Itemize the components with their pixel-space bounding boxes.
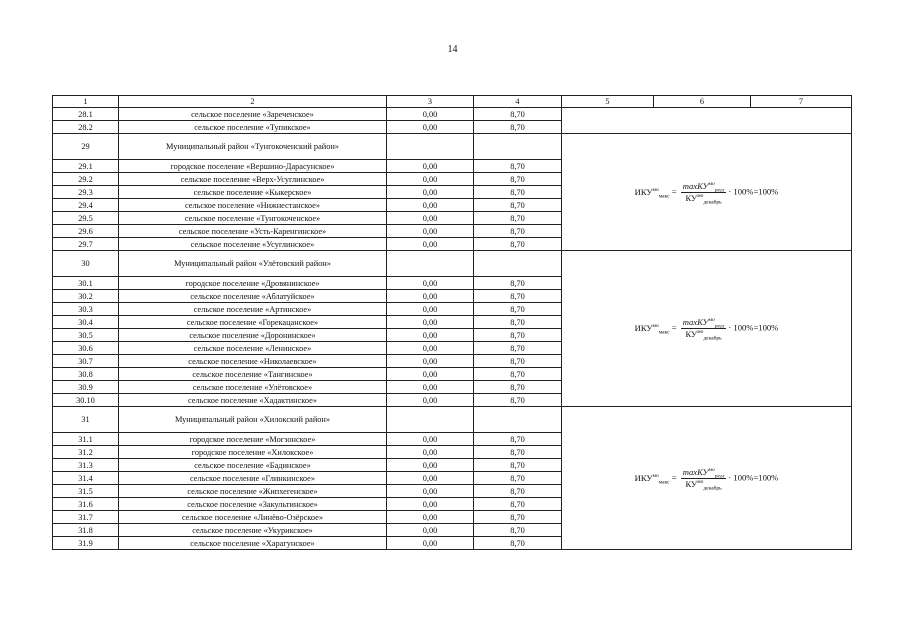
row-number: 31.3 [53, 459, 119, 472]
settlement-name: сельское поселение «Глинкинское» [119, 472, 387, 485]
header-cell-2: 2 [119, 96, 387, 108]
header-cell-3: 3 [387, 96, 474, 108]
row-number: 30.2 [53, 290, 119, 303]
page-number: 14 [447, 44, 458, 55]
value-col3: 0,00 [387, 355, 474, 368]
value-col4: 8,70 [474, 290, 562, 303]
formula-cell [562, 251, 852, 407]
row-number: 30.6 [53, 342, 119, 355]
settlement-name: сельское поселение «Усть-Каренгинское» [119, 225, 387, 238]
settlement-name: сельское поселение «Тангинское» [119, 368, 387, 381]
formula-cell [562, 134, 852, 251]
group-name: Муниципальный район «Хилокский район» [119, 407, 387, 433]
value-col4: 8,70 [474, 303, 562, 316]
value-col3: 0,00 [387, 446, 474, 459]
header-cell-1: 1 [53, 96, 119, 108]
value-col4: 8,70 [474, 355, 562, 368]
value-col3: 0,00 [387, 186, 474, 199]
value-col4: 8,70 [474, 225, 562, 238]
settlement-name: сельское поселение «Верх-Усуглинское» [119, 173, 387, 186]
row-number: 28.2 [53, 121, 119, 134]
value-col3: 0,00 [387, 173, 474, 186]
value-col3: 0,00 [387, 472, 474, 485]
row-number: 30.8 [53, 368, 119, 381]
value-col3: 0,00 [387, 108, 474, 121]
group-cell-4 [474, 134, 562, 160]
settlement-name: сельское поселение «Жипхегенское» [119, 485, 387, 498]
value-col3: 0,00 [387, 238, 474, 251]
settlement-name: сельское поселение «Ленинское» [119, 342, 387, 355]
row-number: 31.1 [53, 433, 119, 446]
row-number: 31.9 [53, 537, 119, 550]
settlement-name: сельское поселение «Улётовское» [119, 381, 387, 394]
value-col3: 0,00 [387, 290, 474, 303]
value-col4: 8,70 [474, 108, 562, 121]
value-col3: 0,00 [387, 303, 474, 316]
value-col3: 0,00 [387, 329, 474, 342]
value-col3: 0,00 [387, 459, 474, 472]
value-col3: 0,00 [387, 381, 474, 394]
group-row [53, 251, 852, 277]
settlement-name: сельское поселение «Укурикское» [119, 524, 387, 537]
settlement-name: городское поселение «Вершино-Дарасунское» [119, 160, 387, 173]
value-col4: 8,70 [474, 472, 562, 485]
value-col4: 8,70 [474, 212, 562, 225]
header-cell-6: 6 [654, 96, 751, 108]
value-col3: 0,00 [387, 368, 474, 381]
row-number: 29.3 [53, 186, 119, 199]
formula: $ИКУ^{мо}_{макс}$ = $\frac{\max КУ^{мо}_{регл}}{КУ^{мо}_{декабрь}}$ · 100%=100% [634, 180, 779, 206]
settlement-name: сельское поселение «Хадактинское» [119, 394, 387, 407]
settlement-name: сельское поселение «Кыкерское» [119, 186, 387, 199]
formula: $ИКУ^{мо}_{макс}$ = $\frac{\max КУ^{мо}_{регл}}{КУ^{мо}_{декабрь}}$ · 100%=100% [634, 466, 779, 492]
header-row [53, 96, 852, 108]
row-number: 31.6 [53, 498, 119, 511]
row-number: 30.4 [53, 316, 119, 329]
row-number: 29.6 [53, 225, 119, 238]
group-name: Муниципальный район «Тунгокоченский район» [119, 134, 387, 160]
row-number: 29.1 [53, 160, 119, 173]
value-col3: 0,00 [387, 394, 474, 407]
value-col4: 8,70 [474, 368, 562, 381]
row-number: 31.7 [53, 511, 119, 524]
value-col4: 8,70 [474, 381, 562, 394]
row-number: 29.5 [53, 212, 119, 225]
formula-fraction: $\frac{\max КУ^{мо}_{регл}}{КУ^{мо}_{декабрь}}$ [682, 466, 725, 492]
group-row [53, 134, 852, 160]
settlement-name: сельское поселение «Доронинское» [119, 329, 387, 342]
row-number: 30.3 [53, 303, 119, 316]
group-number: 29 [53, 134, 119, 160]
value-col4: 8,70 [474, 537, 562, 550]
value-col3: 0,00 [387, 160, 474, 173]
data-table [52, 95, 852, 550]
value-col4: 8,70 [474, 524, 562, 537]
settlement-name: городское поселение «Хилокское» [119, 446, 387, 459]
formula: $ИКУ^{мо}_{макс}$ = $\frac{\max КУ^{мо}_{регл}}{КУ^{мо}_{декабрь}}$ · 100%=100% [634, 317, 779, 342]
settlement-name: сельское поселение «Усуглинское» [119, 238, 387, 251]
value-col3: 0,00 [387, 342, 474, 355]
value-col4: 8,70 [474, 199, 562, 212]
settlement-name: сельское поселение «Горекацанское» [119, 316, 387, 329]
row-number: 30.5 [53, 329, 119, 342]
value-col4: 8,70 [474, 186, 562, 199]
row-number: 30.7 [53, 355, 119, 368]
settlement-name: сельское поселение «Нижнестанское» [119, 199, 387, 212]
value-col4: 8,70 [474, 238, 562, 251]
value-col4: 8,70 [474, 277, 562, 290]
group-number: 31 [53, 407, 119, 433]
row-number: 31.4 [53, 472, 119, 485]
group-cell-4 [474, 407, 562, 433]
blank-merged-cell [562, 108, 852, 134]
row-number: 28.1 [53, 108, 119, 121]
group-cell-3 [387, 251, 474, 277]
formula-fraction: $\frac{\max КУ^{мо}_{регл}}{КУ^{мо}_{декабрь}}$ [682, 317, 725, 342]
formula-lhs: $ИКУ^{мо}_{макс}$ [634, 323, 670, 336]
value-col4: 8,70 [474, 342, 562, 355]
value-col4: 8,70 [474, 459, 562, 472]
formula-cell [562, 407, 852, 550]
value-col3: 0,00 [387, 199, 474, 212]
value-col3: 0,00 [387, 121, 474, 134]
row-number: 30.1 [53, 277, 119, 290]
value-col4: 8,70 [474, 316, 562, 329]
value-col4: 8,70 [474, 173, 562, 186]
formula-fraction: $\frac{\max КУ^{мо}_{регл}}{КУ^{мо}_{декабрь}}$ [682, 180, 725, 206]
value-col4: 8,70 [474, 329, 562, 342]
row-number: 30.9 [53, 381, 119, 394]
row-number: 31.8 [53, 524, 119, 537]
value-col4: 8,70 [474, 121, 562, 134]
row-number: 29.2 [53, 173, 119, 186]
settlement-name: сельское поселение «Закультинское» [119, 498, 387, 511]
row-number: 31.2 [53, 446, 119, 459]
group-cell-4 [474, 251, 562, 277]
settlement-name: сельское поселение «Тупикское» [119, 121, 387, 134]
settlement-name: сельское поселение «Николаевское» [119, 355, 387, 368]
settlement-name: сельское поселение «Аблатуйское» [119, 290, 387, 303]
value-col4: 8,70 [474, 160, 562, 173]
value-col3: 0,00 [387, 277, 474, 290]
header-cell-5: 5 [562, 96, 654, 108]
value-col3: 0,00 [387, 485, 474, 498]
header-cell-7: 7 [751, 96, 852, 108]
settlement-name: сельское поселение «Линёво-Озёрское» [119, 511, 387, 524]
settlement-name: городское поселение «Могзонское» [119, 433, 387, 446]
value-col4: 8,70 [474, 394, 562, 407]
group-cell-3 [387, 134, 474, 160]
group-number: 30 [53, 251, 119, 277]
settlement-name: сельское поселение «Харагунское» [119, 537, 387, 550]
value-col4: 8,70 [474, 433, 562, 446]
row-number: 29.4 [53, 199, 119, 212]
value-col3: 0,00 [387, 212, 474, 225]
value-col3: 0,00 [387, 433, 474, 446]
formula-lhs: $ИКУ^{мо}_{макс}$ [634, 186, 670, 200]
value-col3: 0,00 [387, 511, 474, 524]
settlement-name: сельское поселение «Артинское» [119, 303, 387, 316]
group-name: Муниципальный район «Улётовский район» [119, 251, 387, 277]
settlement-name: сельское поселение «Зареченское» [119, 108, 387, 121]
value-col4: 8,70 [474, 498, 562, 511]
value-col4: 8,70 [474, 485, 562, 498]
settlement-name: городское поселение «Дровянинское» [119, 277, 387, 290]
group-cell-3 [387, 407, 474, 433]
settlement-name: сельское поселение «Бадинское» [119, 459, 387, 472]
row-number: 29.7 [53, 238, 119, 251]
table-row [53, 108, 852, 121]
row-number: 31.5 [53, 485, 119, 498]
header-cell-4: 4 [474, 96, 562, 108]
value-col3: 0,00 [387, 498, 474, 511]
value-col4: 8,70 [474, 446, 562, 459]
formula-lhs: $ИКУ^{мо}_{макс}$ [634, 472, 670, 486]
value-col4: 8,70 [474, 511, 562, 524]
value-col3: 0,00 [387, 524, 474, 537]
settlement-name: сельское поселение «Тунгокоченское» [119, 212, 387, 225]
value-col3: 0,00 [387, 537, 474, 550]
value-col3: 0,00 [387, 316, 474, 329]
group-row [53, 407, 852, 433]
table-body [53, 96, 852, 550]
value-col3: 0,00 [387, 225, 474, 238]
row-number: 30.10 [53, 394, 119, 407]
